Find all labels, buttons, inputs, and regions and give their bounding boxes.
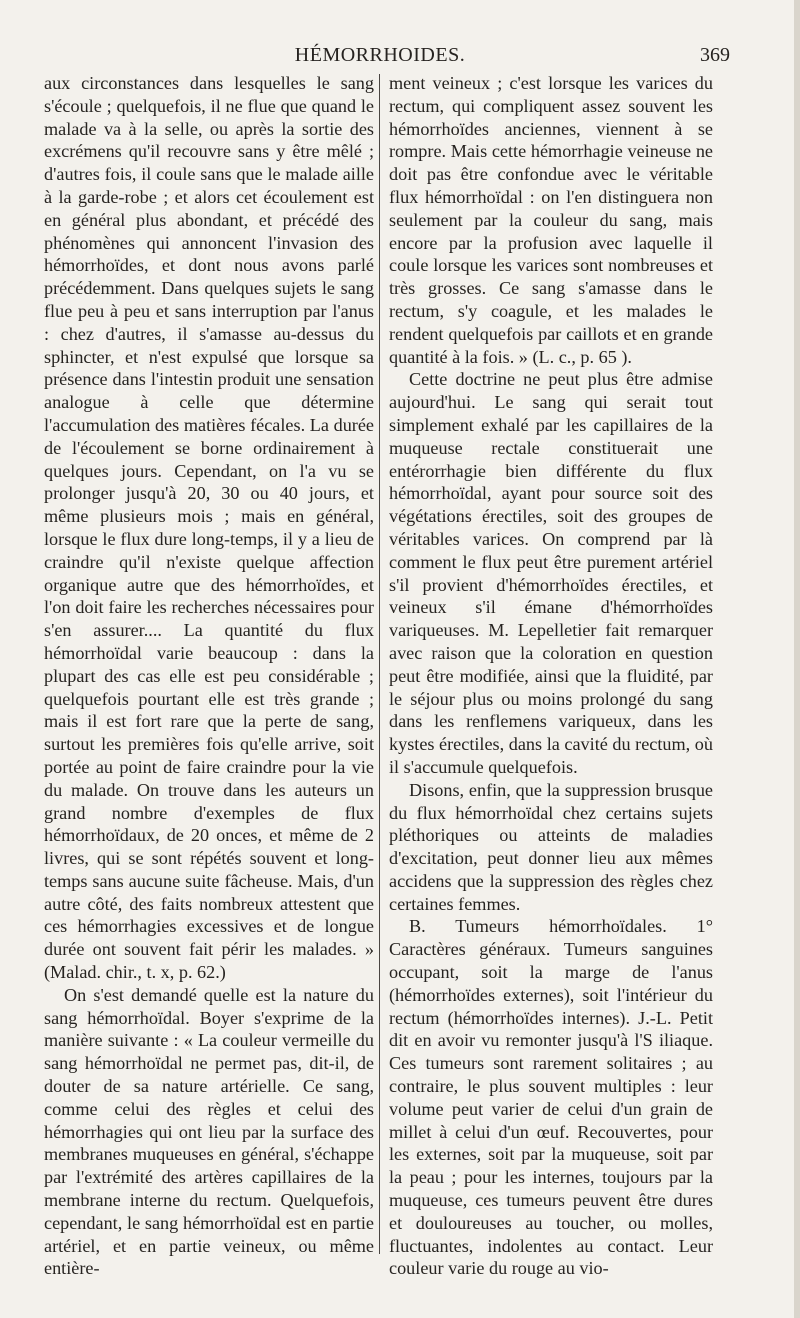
page-number: 369 [700,44,730,66]
page-edge [794,0,800,1318]
left-paragraph-1: aux circonstances dans lesquelles le sang s'écoule ; quelquefois, il ne flue que quand le malade va à la selle, ou après la sortie des excrémens qu'il recouvre sans y être mêlé ; d'autres fois, il coule sans que le malade aille à la garde-robe ; et alors cet écoulement est en général plus abondant, et précédé des phénomènes qui annoncent l'invasion des hémorrhoïdes, et dont nous avons parlé précédemment. Dans quelques sujets le sang flue peu à peu et sans interruption par l'anus : chez d'autres, il s'amasse au-dessus du sphincter, et n'est expulsé que lorsque sa présence dans l'intestin produit une sensation analogue à celle que détermine l'accumulation des matières fécales. La durée de l'écoulement se borne ordinairement à quelques jours. Cependant, on l'a vu se prolonger jusqu'à 20, 30 ou 40 jours, et même plusieurs mois ; mais en général, lorsque le flux dure long-temps, il y a lieu de craindre qu'il n'existe quelque affection organique autre que des hémorrhoïdes, et l'on doit faire les recherches nécessaires pour s'en assurer.... La quantité du flux hémorrhoïdal varie beaucoup : dans la plupart des cas elle est peu considérable ; quelquefois pourtant elle est très grande ; mais il est fort rare que la perte de sang, surtout les premières fois qu'elle arrive, soit portée au point de faire craindre pour la vie du malade. On trouve dans les auteurs un grand nombre d'exemples de flux hémorrhoïdaux, de 20 onces, et même de 2 livres, qui se sont répétés souvent et long-temps sans aucune suite fâcheuse. Mais, d'un autre côté, des faits nombreux attestent que ces hémorrhagies excessives et de longue durée ont souvent fait périr les malades. » (Malad. chir., t. x, p. 62.) [44,73,374,983]
running-title: HÉMORRHOIDES. [294,44,466,66]
right-column [389,72,713,1280]
left-paragraph-2: On s'est demandé quelle est la nature du sang hémorrhoïdal. Boyer s'exprime de la manière suivante : « La couleur vermeille du sang hémorrhoïdal ne permet pas, dit-il, de douter de sa nature artérielle. Ce sang, comme celui des règles et celui des hémorrhagies qui ont lieu par la surface des membranes muqueuses en général, s'échappe par l'extrémité des artères capillaires de la membrane interne du rectum. Quelquefois, cependant, le sang hémorrhoïdal est en partie artériel, et en partie veineux, ou même entière- [44,984,374,1279]
right-paragraph-2: Cette doctrine ne peut plus être admise aujourd'hui. Le sang qui serait tout simplement exhalé par les capillaires de la muqueuse rectale constituerait une entérorrhagie bien différente du flux hémorrhoïdal, ayant pour source soit des végétations érectiles, soit des groupes de véritables varices. On comprend par là comment le flux peut être purement artériel s'il provient d'hémorrhoïdes érectiles, et veineux s'il émane d'hémorrhoïdes variqueuses. M. Lepelletier fait remarquer avec raison que la coloration en question peut être modifiée, ainsi que la fluidité, par le séjour plus ou moins prolongé du sang dans les renflemens variqueux, dans les kystes érectiles, dans la cavité du rectum, où il s'accumule quelquefois. [389,369,713,777]
column-divider [379,74,380,1254]
left-column [44,72,374,1280]
right-paragraph-3: Disons, enfin, que la suppression brusque du flux hémorrhoïdal chez certains sujets pléthoriques ou atteints de maladies d'excitation, peut donner lieu aux mêmes accidens que la suppression des règles chez certaines femmes. [389,779,713,914]
right-paragraph-1: ment veineux ; c'est lorsque les varices du rectum, qui compliquent assez souvent les hémorrhoïdes anciennes, viennent à se rompre. Mais cette hémorrhagie veineuse ne doit pas être confondue avec le véritable flux hémorrhoïdal : on l'en distinguera non seulement par la couleur du sang, mais encore par la profusion avec laquelle il coule lorsque les varices sont nombreuses et très grosses. Ce sang s'amasse dans le rectum, s'y coagule, et les malades le rendent quelquefois par caillots et en grande quantité à la fois. » (L. c., p. 65 ). [389,73,713,367]
running-header [0,42,800,72]
right-paragraph-4: B. Tumeurs hémorrhoïdales. 1° Caractères généraux. Tumeurs sanguines occupant, soit la marge de l'anus (hémorrhoïdes externes), soit l'intérieur du rectum (hémorrhoïdes internes). J.-L. Petit dit en avoir vu remonter jusqu'à l'S iliaque. Ces tumeurs sont rarement solitaires ; au contraire, le plus souvent multiples : leur volume peut varier de celui d'un grain de millet à celui d'un œuf. Recouvertes, pour les externes, soit par la muqueuse, soit par la peau ; pour les internes, toujours par la muqueuse, ces tumeurs peuvent être dures et douloureuses au toucher, ou molles, fluctuantes, indolentes au contact. Leur couleur varie du rouge au vio- [389,916,713,1279]
